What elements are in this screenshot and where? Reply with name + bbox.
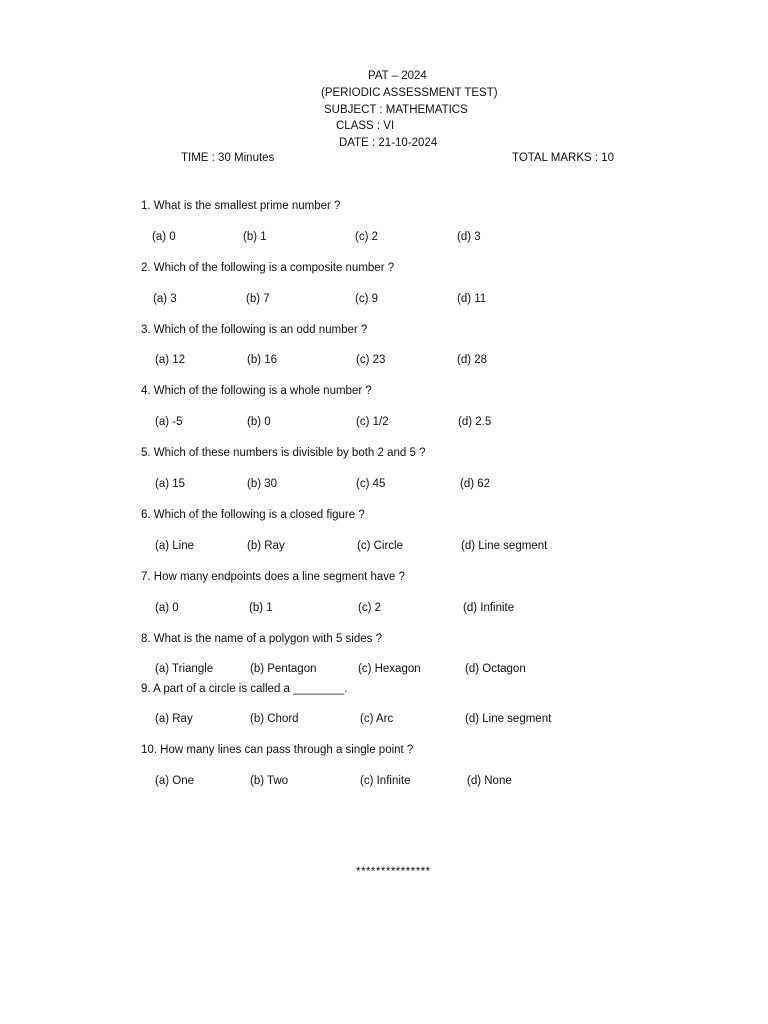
option-b: (b) Ray [247, 540, 285, 552]
option-c: (c) 9 [355, 293, 378, 305]
option-a: (a) Triangle [155, 663, 214, 675]
option-b: (b) 7 [246, 293, 270, 305]
question-6: 6. Which of the following is a closed figure ? [141, 509, 365, 521]
option-a: (a) 3 [153, 293, 177, 305]
option-d: (d) 2.5 [458, 416, 492, 428]
option-c: (c) 45 [356, 478, 386, 490]
option-a: (a) 0 [155, 602, 179, 614]
option-d: (d) 62 [460, 478, 491, 490]
option-d: (d) 3 [457, 231, 481, 243]
option-c: (c) Hexagon [358, 663, 421, 675]
question-3: 3. Which of the following is an odd number ? [141, 324, 368, 336]
option-b: (b) 1 [249, 602, 273, 614]
option-a: (a) 15 [155, 478, 186, 490]
option-a: (a) -5 [155, 416, 183, 428]
question-2: 2. Which of the following is a composite number ? [141, 262, 395, 274]
subject-text: SUBJECT : MATHEMATICS [324, 104, 468, 116]
question-4: 4. Which of the following is a whole number ? [141, 385, 372, 397]
question-9: 9. A part of a circle is called a ________. [141, 683, 348, 695]
option-a: (a) 0 [152, 231, 176, 243]
exam-subtitle-text: (PERIODIC ASSESSMENT TEST) [321, 87, 498, 99]
question-10: 10. How many lines can pass through a single point ? [141, 744, 414, 756]
option-c: (c) 2 [355, 231, 378, 243]
option-d: (d) Infinite [463, 602, 515, 614]
exam-title-text: PAT – 2024 [368, 70, 427, 82]
class-text: CLASS : VI [336, 120, 395, 132]
option-a: (a) One [155, 775, 194, 787]
option-d: (d) Line segment [465, 713, 552, 725]
option-d: (d) Line segment [461, 540, 548, 552]
question-7: 7. How many endpoints does a line segment have ? [141, 571, 406, 583]
question-5: 5. Which of these numbers is divisible by both 2 and 5 ? [141, 447, 426, 459]
option-b: (b) 1 [243, 231, 267, 243]
option-b: (b) 16 [247, 354, 278, 366]
date-text: DATE : 21-10-2024 [339, 137, 438, 149]
option-b: (b) Pentagon [250, 663, 317, 675]
question-8: 8. What is the name of a polygon with 5 sides ? [141, 633, 382, 645]
option-d: (d) 11 [457, 293, 487, 305]
option-c: (c) 23 [356, 354, 386, 366]
question-1: 1. What is the smallest prime number ? [141, 200, 341, 212]
option-c: (c) Arc [360, 713, 394, 725]
option-a: (a) Ray [155, 713, 193, 725]
option-c: (c) Infinite [360, 775, 411, 787]
option-b: (b) Chord [250, 713, 299, 725]
option-c: (c) Circle [357, 540, 403, 552]
end-of-paper-stars: *************** [356, 866, 431, 878]
option-b: (b) Two [250, 775, 289, 787]
option-b: (b) 0 [247, 416, 271, 428]
option-c: (c) 1/2 [356, 416, 389, 428]
option-c: (c) 2 [358, 602, 381, 614]
option-a: (a) 12 [155, 354, 186, 366]
option-d: (d) Octagon [465, 663, 526, 675]
option-a: (a) Line [155, 540, 194, 552]
time-label: TIME : 30 Minutes [181, 152, 275, 164]
option-d: (d) 28 [457, 354, 488, 366]
total-marks-label: TOTAL MARKS : 10 [512, 152, 615, 164]
option-d: (d) None [467, 775, 512, 787]
option-b: (b) 30 [247, 478, 278, 490]
